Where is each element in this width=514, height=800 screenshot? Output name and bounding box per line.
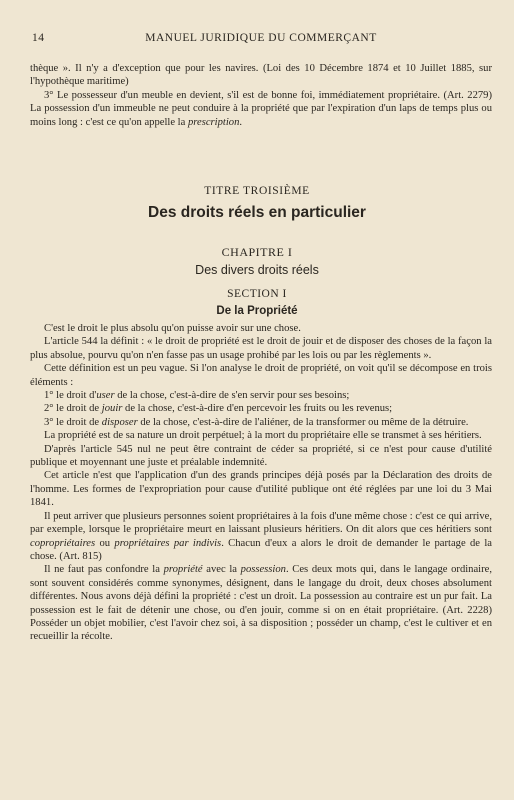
paragraph: thèque ». Il n'y a d'exception que pour les navires. (Loi des 10 Décembre 1874 et 10 Juillet 1885, sur l'hypothèque maritime) [30, 63, 492, 88]
paragraph: D'après l'article 545 nul ne peut être contraint de céder sa propriété, si ce n'est pour cause d'utilité publique et moyennant une juste et préalable indemnité. [30, 443, 492, 469]
paragraph: La propriété est de sa nature un droit perpétuel; à la mort du propriétaire elle se transmet à ses héritiers. [44, 430, 482, 442]
paragraph: C'est le droit le plus absolu qu'on puisse avoir sur une chose. [44, 323, 301, 334]
section-body [30, 322, 492, 644]
section-heading: SECTION I [227, 288, 287, 300]
paragraph: 3° Le possesseur d'un meuble en devient, s'il est de bonne foi, immédiatement propriétaire. (Art. 2279) La possession d'un immeuble ne peut conduire à la propriété que par l'expiration d'un laps de temps plus ou moins long : c'est ce qu'on appelle la prescription. [30, 89, 492, 128]
part-heading: TITRE TROISIÈME [204, 185, 310, 197]
paragraph: Il peut arriver que plusieurs personnes soient propriétaires à la fois d'une même chose : c'est ce qui arrive, par exemple, lorsque le propriétaire meurt en laissant plusieurs héritiers. On dit alors que ces héritiers sont copropriétaires ou propriétaires par indivis. Chacun d'eux a alors le droit de demander le partage de la chose. (Art. 815) [30, 510, 492, 562]
paragraph: Cette définition est un peu vague. Si l'on analyse le droit de propriété, on voit qu'il se décompose en trois éléments : [30, 363, 492, 388]
list-item: 1° le droit d'user de la chose, c'est-à-dire de s'en servir pour ses besoins; [44, 390, 350, 402]
page-number: 14 [32, 32, 45, 44]
running-title: MANUEL JURIDIQUE DU COMMERÇANT [145, 32, 377, 44]
chapter-title: Des divers droits réels [195, 263, 319, 277]
continued-text [30, 62, 492, 129]
paragraph: L'article 544 la définit : « le droit de propriété est le droit de jouir et de disposer des choses de la façon la plus absolue, pourvu qu'on n'en fasse pas un usage prohibé par les lois ou par les règlements ». [30, 336, 492, 361]
page-header [32, 32, 490, 48]
paragraph: Cet article n'est que l'application d'un des grands principes déjà posés par la Déclaration des droits de l'homme. Les formes de l'expropriation pour cause d'utilité publique ont été réglées par une loi du 3 Mai 1841. [30, 470, 492, 509]
section-title: De la Propriété [216, 305, 298, 317]
paragraph: Il ne faut pas confondre la propriété avec la possession. Ces deux mots qui, dans le langage ordinaire, sont souvent considérés comme synonymes, désignent, dans le langage du droit, deux choses absolument différentes. Nous avons déjà défini la propriété : c'est un droit. La possession au contraire est un pur fait. La possession est le fait de détenir une chose, ou d'en jouir, comme si on en était propriétaire. (Art. 2228) Posséder un objet mobilier, c'est l'avoir chez soi, à sa disposition ; posséder un champ, c'est le cultiver et en recueillir la récolte. [30, 564, 493, 643]
chapter-heading: CHAPITRE I [221, 245, 293, 259]
list-item: 3° le droit de disposer de la chose, c'est-à-dire de l'aliéner, de la transformer ou même de la détruire. [44, 416, 469, 428]
part-title: Des droits réels en particulier [148, 204, 366, 221]
list-item: 2° le droit de jouir de la chose, c'est-à-dire d'en percevoir les fruits ou les revenus; [44, 403, 393, 415]
